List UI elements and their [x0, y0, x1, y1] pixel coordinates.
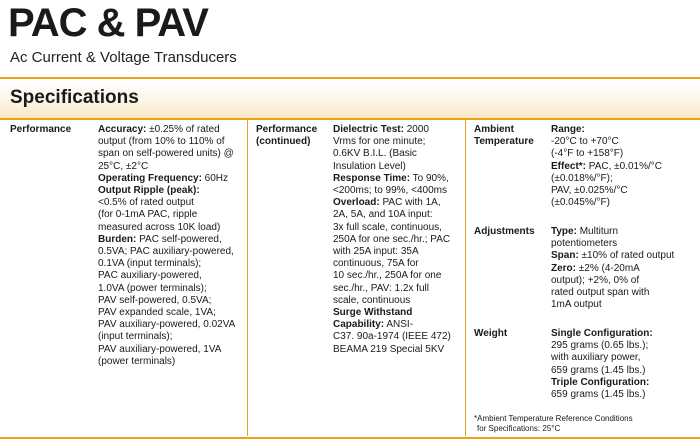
ambient-label-line2: Temperature: [474, 136, 534, 148]
spec-line: [98, 185, 246, 197]
spec-line: [551, 352, 696, 364]
spec-text: <200ms; to 99%, <400ms: [333, 185, 447, 197]
spec-text: 10 sec./hr., 250A for one: [333, 270, 442, 282]
spec-term: Type:: [551, 226, 577, 237]
spec-line: [551, 340, 696, 352]
spec-text: PAC, ±0.01%/°C: [586, 160, 663, 172]
spec-text: 659 grams (1.45 lbs.): [551, 364, 646, 376]
spec-line: [98, 258, 246, 270]
spec-line: [98, 307, 246, 319]
spec-line: [333, 124, 463, 136]
spec-text: with auxiliary power,: [551, 352, 641, 364]
spec-line: [98, 136, 246, 148]
spec-term: Effect*:: [551, 160, 587, 172]
spec-line: [333, 185, 463, 197]
top-rule: [0, 77, 700, 79]
column-divider-2: [465, 120, 466, 436]
spec-text: BEAMA 219 Special 5KV: [333, 343, 445, 355]
spec-line: [551, 226, 696, 238]
spec-line: [333, 307, 463, 319]
spec-line: [98, 356, 246, 368]
spec-text: PAV auxiliary-powered, 0.02VA: [98, 319, 236, 331]
spec-text: (input terminals);: [98, 331, 173, 343]
spec-text: Vrms for one minute;: [333, 136, 426, 148]
spec-line: [551, 238, 696, 250]
spec-line: [98, 270, 246, 282]
spec-text: 250A for one sec./hr.; PAC: [333, 233, 451, 245]
spec-text: output (from 10% to 110% of: [98, 136, 225, 148]
spec-line: [98, 234, 246, 246]
col2-label: [256, 124, 317, 148]
spec-line: [551, 377, 696, 389]
spec-text: -20°C to +70°C: [551, 136, 619, 148]
spec-text: <0.5% of rated output: [98, 197, 194, 209]
weight-body: [551, 328, 696, 401]
spec-text: To 90%,: [410, 172, 449, 184]
spec-line: [98, 283, 246, 295]
spec-line: [333, 331, 463, 343]
spec-text: ±0.25% of rated: [146, 124, 220, 135]
weight-label: Weight: [474, 328, 508, 339]
spec-text: PAV, ±0.025%/°C: [551, 185, 628, 197]
spec-line: [98, 148, 246, 160]
spec-line: [551, 185, 696, 197]
spec-line: [551, 136, 696, 148]
spec-text: 659 grams (1.45 lbs.): [551, 389, 646, 401]
spec-text: Insulation Level): [333, 160, 406, 172]
spec-term: Output Ripple (peak):: [98, 185, 200, 197]
spec-text: (power terminals): [98, 355, 176, 367]
spec-term: Dielectric Test:: [333, 124, 404, 135]
spec-line: [98, 344, 246, 356]
spec-line: [333, 222, 463, 234]
spec-text: C37. 90a-1974 (IEEE 472): [333, 331, 451, 343]
spec-line: [333, 136, 463, 148]
spec-text: rated output span with: [551, 287, 650, 299]
spec-line: [98, 124, 246, 136]
spec-line: [333, 148, 463, 160]
spec-text: (for 0-1mA PAC, ripple: [98, 209, 198, 221]
spec-line: [333, 161, 463, 173]
ambient-body: [551, 124, 696, 209]
spec-term: Span:: [551, 250, 579, 262]
spec-line: [98, 173, 246, 185]
spec-line: [551, 148, 696, 160]
spec-line: [98, 295, 246, 307]
spec-line: [333, 197, 463, 209]
adjustments-body: [551, 226, 696, 311]
spec-line: [333, 209, 463, 221]
spec-text: 0.5VA; PAC auxiliary-powered,: [98, 246, 234, 258]
spec-line: [551, 173, 696, 185]
column-divider-1: [247, 120, 248, 436]
spec-text: span on self-powered units) @: [98, 148, 234, 160]
spec-text: continuous, 75A for: [333, 258, 419, 270]
page-title: PAC & PAV: [8, 1, 208, 45]
spec-text: 1mA output: [551, 299, 602, 311]
spec-text: (±0.018%/°F);: [551, 172, 613, 184]
spec-line: [551, 389, 696, 401]
spec-line: [551, 124, 696, 136]
col1-body: [98, 124, 246, 368]
spec-line: [98, 222, 246, 234]
spec-term: Burden:: [98, 233, 137, 245]
spec-text: 2000: [403, 124, 429, 135]
col2-label-line2: (continued): [256, 136, 311, 148]
spec-line: [551, 263, 696, 275]
spec-text: PAC auxiliary-powered,: [98, 270, 202, 282]
spec-text: 0.1VA (input terminals);: [98, 258, 202, 270]
spec-term: Single Configuration:: [551, 328, 653, 339]
spec-line: [333, 319, 463, 331]
spec-text: (±0.045%/°F): [551, 197, 610, 209]
ambient-label-line1: Ambient: [474, 124, 514, 135]
spec-text: 0.6KV B.I.L. (Basic: [333, 148, 417, 160]
spec-text: PAC self-powered,: [136, 233, 222, 245]
spec-text: (-4°F to +158°F): [551, 148, 624, 160]
spec-line: [98, 161, 246, 173]
spec-text: with 25A input: 35A: [333, 246, 419, 258]
page-subtitle: Ac Current & Voltage Transducers: [10, 49, 237, 66]
spec-text: 3x full scale, continuous,: [333, 221, 442, 233]
bottom-rule: [0, 437, 700, 439]
spec-term: Range:: [551, 124, 585, 135]
spec-text: scale, continuous: [333, 294, 411, 306]
spec-term: Capability:: [333, 319, 385, 331]
spec-line: [333, 234, 463, 246]
spec-line: [333, 258, 463, 270]
spec-line: [551, 365, 696, 377]
spec-text: 1.0VA (power terminals);: [98, 282, 207, 294]
col1-label: Performance: [10, 124, 72, 135]
spec-text: 2A, 5A, and 10A input:: [333, 209, 433, 221]
spec-text: ±10% of rated output: [578, 250, 675, 262]
ambient-label: [474, 124, 534, 148]
spec-text: PAV auxiliary-powered, 1VA: [98, 343, 222, 355]
spec-text: potentiometers: [551, 238, 618, 250]
spec-term: Overload:: [333, 197, 380, 209]
spec-line: [551, 328, 696, 340]
spec-line: [98, 319, 246, 331]
spec-line: [551, 161, 696, 173]
section-title: Specifications: [10, 87, 139, 108]
footnote-line1: *Ambient Temperature Reference Conditions: [474, 414, 633, 423]
spec-line: [551, 287, 696, 299]
spec-line: [98, 331, 246, 343]
spec-text: PAC with 1A,: [379, 197, 441, 209]
spec-text: ±2% (4-20mA: [576, 262, 640, 274]
spec-line: [333, 344, 463, 356]
spec-text: 295 grams (0.65 lbs.);: [551, 340, 649, 352]
spec-line: [333, 295, 463, 307]
spec-term: Response Time:: [333, 172, 411, 184]
spec-text: sec./hr., PAV: 1.2x full: [333, 282, 429, 294]
spec-text: measured across 10K load): [98, 221, 221, 233]
spec-line: [333, 173, 463, 185]
spec-line: [551, 197, 696, 209]
spec-text: ANSI-: [384, 319, 414, 331]
spec-line: [98, 246, 246, 258]
spec-line: [333, 270, 463, 282]
spec-text: output); +2%, 0% of: [551, 274, 640, 286]
spec-line: [551, 250, 696, 262]
spec-term: Zero:: [551, 262, 576, 274]
spec-text: PAV self-powered, 0.5VA;: [98, 294, 212, 306]
spec-line: [551, 275, 696, 287]
spec-text: 25°C, ±2°C: [98, 160, 149, 172]
spec-text: 60Hz: [201, 172, 229, 184]
footnote: [474, 414, 633, 434]
spec-line: [98, 209, 246, 221]
spec-term: Triple Configuration:: [551, 376, 650, 388]
spec-line: [98, 197, 246, 209]
footnote-line2: for Specifications: 25°C: [477, 424, 561, 433]
spec-term: Operating Frequency:: [98, 172, 202, 184]
spec-line: [333, 283, 463, 295]
spec-text: PAV expanded scale, 1VA;: [98, 307, 216, 319]
col2-body: [333, 124, 463, 356]
adjustments-label: Adjustments: [474, 226, 535, 237]
spec-text: Multiturn: [576, 226, 619, 237]
col2-label-line1: Performance: [256, 124, 318, 135]
spec-line: [333, 246, 463, 258]
spec-term: Surge Withstand: [333, 307, 413, 319]
section-rule: [0, 118, 700, 120]
spec-line: [551, 299, 696, 311]
spec-term: Accuracy:: [98, 124, 147, 135]
